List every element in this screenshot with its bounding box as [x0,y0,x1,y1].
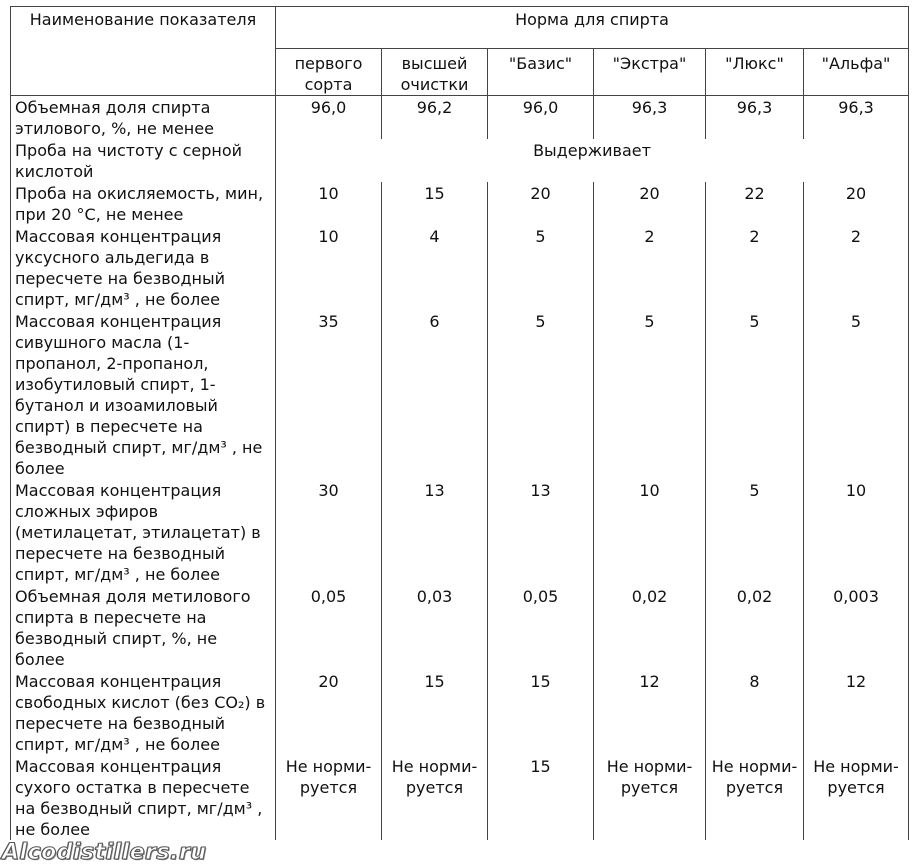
cell: 96,3 [706,96,804,140]
table-row [11,96,909,140]
header-col: "Экстра" [594,49,706,96]
cell: 96,3 [804,96,909,140]
row-label: Массовая концентрация сухого остатка в пересчете на безводный спирт, мг/дм³ , не более [11,755,276,840]
table-row [11,755,909,840]
cell: Не норми-руется [276,755,382,840]
cell: 2 [706,225,804,310]
row-label: Объемная доля метилового спирта в пересчете на безводный спирт, %, не более [11,585,276,670]
cell: 30 [276,479,382,585]
cell: 5 [706,479,804,585]
watermark-logo: Alcodistillers.ru [2,840,207,865]
row-label: Массовая концентрация свободных кислот (без CO₂) в пересчете на безводный спирт, мг/дм³ , не более [11,670,276,755]
cell: 10 [594,479,706,585]
cell: 96,0 [276,96,382,140]
header-col: первого сорта [276,49,382,96]
table-row [11,225,909,310]
cell: 5 [594,310,706,479]
cell: 96,3 [594,96,706,140]
cell: 15 [488,755,594,840]
cell: 4 [382,225,488,310]
cell: 10 [804,479,909,585]
table-row [11,182,909,225]
header-indicator: Наименование показателя [11,7,276,96]
cell: 20 [276,670,382,755]
header-col: "Люкс" [706,49,804,96]
header-col: высшей очистки [382,49,488,96]
cell: 0,05 [488,585,594,670]
cell: 12 [594,670,706,755]
cell: 10 [276,182,382,225]
table-row [11,310,909,479]
row-label: Массовая концентрация уксусного альдегида в пересчете на безводный спирт, мг/дм³ , не более [11,225,276,310]
cell: 6 [382,310,488,479]
row-label: Проба на окисляемость, мин, при 20 °С, не менее [11,182,276,225]
table-row [11,585,909,670]
cell: 0,05 [276,585,382,670]
cell: 12 [804,670,909,755]
row-label: Объемная доля спирта этилового, %, не менее [11,96,276,140]
cell: Не норми-руется [706,755,804,840]
cell: 0,03 [382,585,488,670]
cell: 96,0 [488,96,594,140]
cell: Не норми-руется [804,755,909,840]
table-row [11,479,909,585]
row-label: Проба на чистоту с серной кислотой [11,139,276,182]
cell: 15 [382,182,488,225]
table-row [11,670,909,755]
cell: 2 [804,225,909,310]
cell: 5 [488,310,594,479]
cell: 2 [594,225,706,310]
cell: 10 [276,225,382,310]
row-label: Массовая концентрация сложных эфиров (метилацетат, этилацетат) в пересчете на безводный спирт, мг/дм³ , не более [11,479,276,585]
cell: 0,02 [706,585,804,670]
cell: 0,003 [804,585,909,670]
cell: Не норми-руется [594,755,706,840]
header-col: "Базис" [488,49,594,96]
table-row [11,139,909,182]
cell: 20 [488,182,594,225]
spirit-norms-table [10,6,909,840]
cell: 8 [706,670,804,755]
cell: 35 [276,310,382,479]
cell: 13 [382,479,488,585]
cell: 5 [488,225,594,310]
cell: 0,02 [594,585,706,670]
cell: 5 [804,310,909,479]
row-label: Массовая концентрация сивушного масла (1-пропанол, 2-пропанол, изобутиловый спирт, 1-бутанол и изоамиловый спирт) в пересчете на безводный спирт, мг/дм³ , не более [11,310,276,479]
cell: 96,2 [382,96,488,140]
cell: 20 [594,182,706,225]
cell: 5 [706,310,804,479]
cell: 13 [488,479,594,585]
cell: 15 [488,670,594,755]
cell: 20 [804,182,909,225]
header-col: "Альфа" [804,49,909,96]
header-norm: Норма для спирта [276,7,909,49]
cell: 22 [706,182,804,225]
cell: 15 [382,670,488,755]
cell-all: Выдерживает [276,139,909,182]
cell: Не норми-руется [382,755,488,840]
